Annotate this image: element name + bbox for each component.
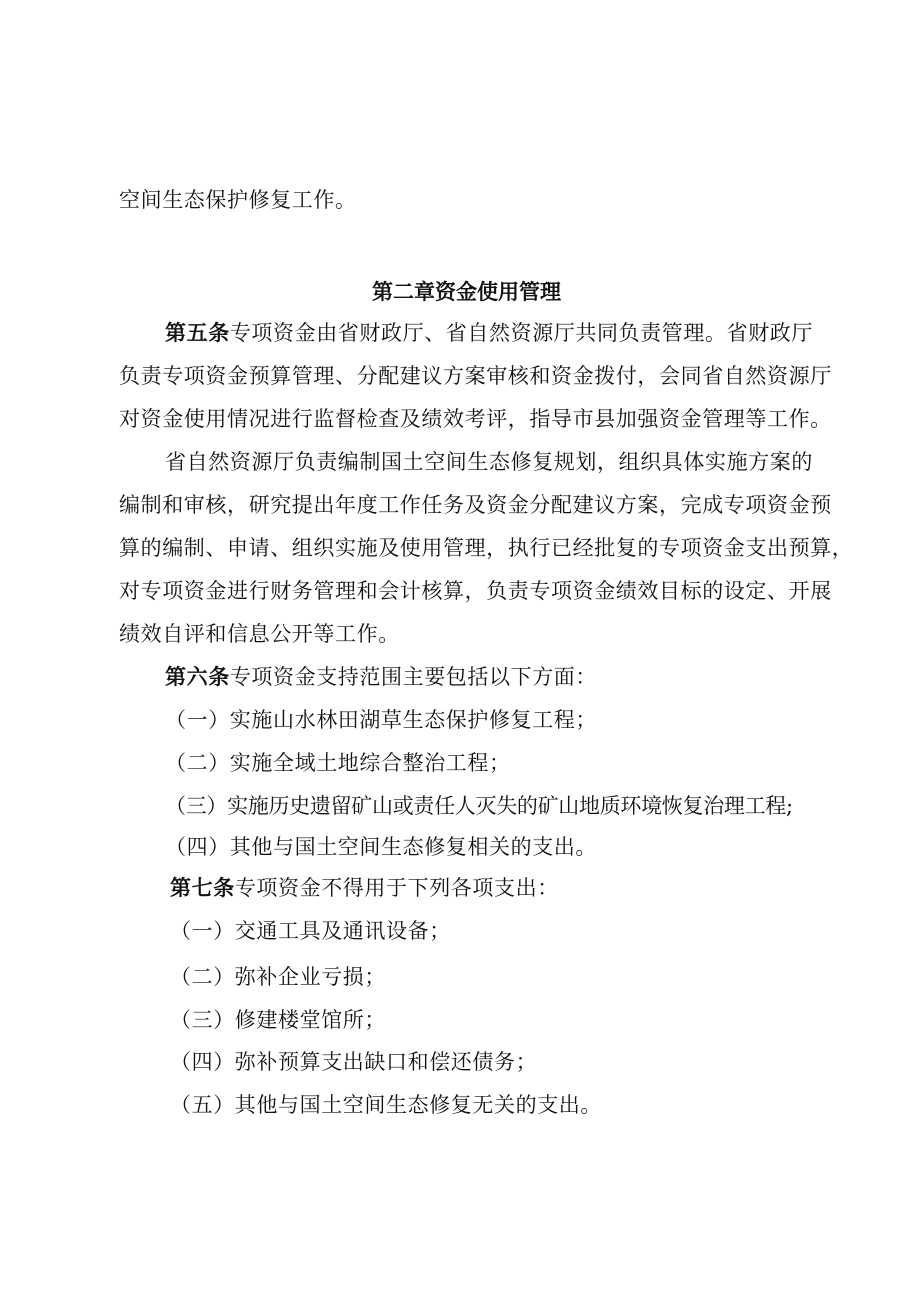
- paragraph2-line1: 省自然资源厅负责编制国土空间生态修复规划，组织具体实施方案的: [165, 450, 813, 474]
- article6-item: （三）实施历史遗留矿山或责任人灭失的矿山地质环境恢复治理工程;: [165, 794, 793, 818]
- article6-item: （一）实施山水林田湖草生态保护修复工程；: [165, 708, 597, 732]
- article7-label: 第七条: [170, 876, 235, 900]
- article5-text1: 专项资金由省财政厅、省自然资源厅共同负责管理。省财政厅: [229, 321, 814, 345]
- article7-item: （四）弥补预算支出缺口和偿还债务；: [170, 1050, 538, 1074]
- article5-line1: [165, 318, 813, 348]
- article7-item: （一）交通工具及通讯设备；: [170, 919, 451, 943]
- paragraph2-line3: 算的编制、申请、组织实施及使用管理，执行已经批复的专项资金支出预算，: [119, 536, 854, 560]
- article6-item: （四）其他与国土空间生态修复相关的支出。: [165, 835, 597, 859]
- article7-line: [170, 873, 559, 903]
- article5-line2: 负责专项资金预算管理、分配建议方案审核和资金拨付，会同省自然资源厅: [119, 364, 832, 388]
- article5-line3: 对资金使用情况进行监督检查及绩效考评，指导市县加强资金管理等工作。: [119, 407, 832, 431]
- paragraph2-line5: 绩效自评和信息公开等工作。: [119, 622, 400, 646]
- article6-item: （二）实施全域土地综合整治工程；: [165, 751, 511, 775]
- paragraph2-line4: 对专项资金进行财务管理和会计核算，负责专项资金绩效目标的设定、开展: [119, 579, 832, 603]
- continuation-line: 空间生态保护修复工作。: [119, 188, 357, 212]
- article7-item: （五）其他与国土空间生态修复无关的支出。: [170, 1093, 602, 1117]
- article5-label: 第五条: [165, 321, 230, 345]
- paragraph2-line2: 编制和审核，研究提出年度工作任务及资金分配建议方案，完成专项资金预: [119, 493, 832, 517]
- article6-line: [165, 662, 597, 692]
- article7-item: （二）弥补企业亏损；: [170, 965, 386, 989]
- article7-item: （三）修建楼堂馆所；: [170, 1008, 386, 1032]
- article7-text: 专项资金不得用于下列各项支出：: [234, 876, 559, 900]
- article6-text: 专项资金支持范围主要包括以下方面：: [229, 665, 598, 689]
- chapter-title: 第二章资金使用管理: [372, 280, 561, 304]
- article6-label: 第六条: [165, 665, 230, 689]
